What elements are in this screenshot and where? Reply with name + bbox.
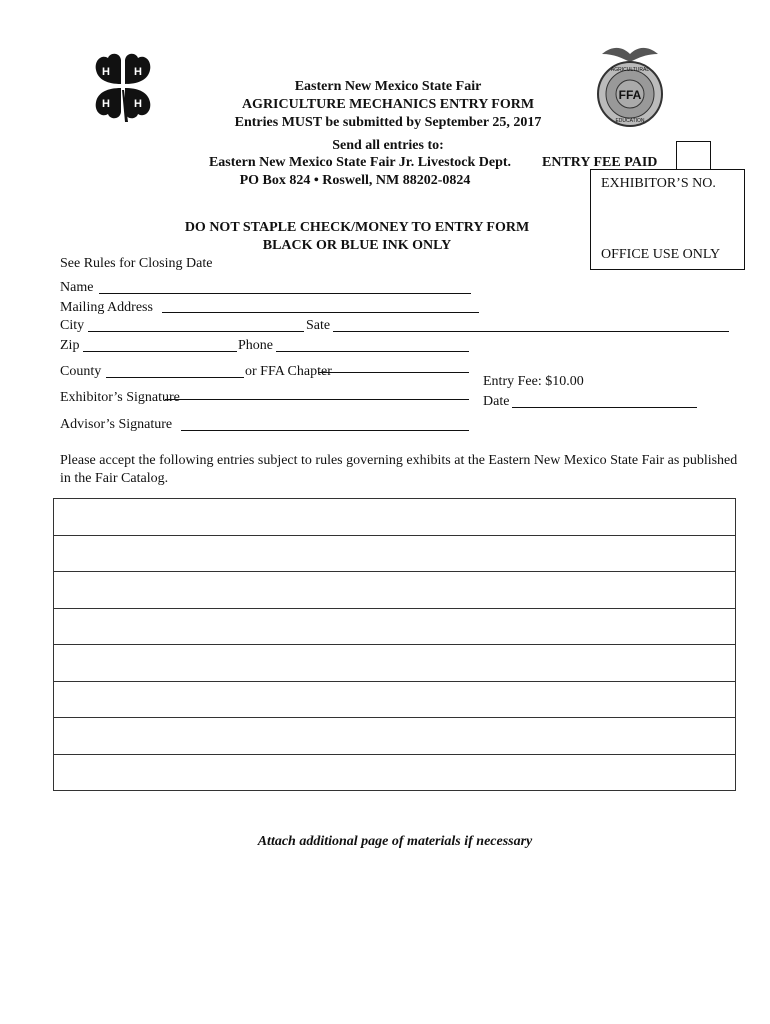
svg-text:H: H (134, 98, 142, 110)
advisor-signature-label: Advisor’s Signature (60, 417, 173, 432)
city-label: City (60, 318, 85, 333)
send-to-label: Send all entries to: (332, 138, 444, 153)
entry-fee-paid-checkbox[interactable] (676, 141, 711, 170)
svg-text:AGRICULTURAL: AGRICULTURAL (610, 67, 650, 73)
state-field[interactable] (333, 331, 729, 332)
state-label: Sate (306, 318, 331, 333)
fair-title: Eastern New Mexico State Fair (294, 79, 482, 94)
city-field[interactable] (88, 331, 304, 332)
svg-text:EDUCATION: EDUCATION (615, 118, 645, 124)
entry-row[interactable] (54, 682, 735, 719)
mailing-address-label: Mailing Address (60, 300, 153, 315)
exhibitor-signature-label: Exhibitor’s Signature (60, 390, 180, 405)
entry-row[interactable] (54, 755, 735, 792)
entry-row[interactable] (54, 572, 735, 609)
ffa-chapter-label: or FFA Chapter (245, 364, 332, 379)
exhibitor-signature-field[interactable] (165, 399, 469, 400)
advisor-signature-field[interactable] (181, 430, 469, 431)
deadline: Entries MUST be submitted by September 25, 2017 (234, 115, 542, 130)
phone-label: Phone (238, 338, 273, 353)
entry-row[interactable] (54, 499, 735, 536)
svg-text:H: H (102, 98, 110, 110)
entry-fee-paid-label: ENTRY FEE PAID (542, 155, 658, 170)
entry-row[interactable] (54, 536, 735, 573)
date-label: Date (483, 394, 510, 409)
dept-name: Eastern New Mexico State Fair Jr. Livestock Dept. (208, 155, 512, 170)
closing-date-note: See Rules for Closing Date (60, 256, 213, 271)
zip-label: Zip (60, 338, 80, 353)
phone-field[interactable] (276, 351, 469, 352)
4h-clover-logo (88, 50, 158, 122)
mailing-address-line: PO Box 824 • Roswell, NM 88202-0824 (239, 173, 471, 188)
entry-row[interactable] (54, 609, 735, 646)
office-use-only-label: OFFICE USE ONLY (601, 247, 721, 262)
county-field[interactable] (106, 377, 244, 378)
entry-row[interactable] (54, 718, 735, 755)
exhibitor-number-label: EXHIBITOR’S NO. (601, 176, 716, 191)
svg-text:FFA: FFA (618, 88, 642, 102)
form-title: AGRICULTURE MECHANICS ENTRY FORM (241, 97, 535, 112)
no-staple-note: DO NOT STAPLE CHECK/MONEY TO ENTRY FORM (184, 220, 530, 235)
entry-fee-label: Entry Fee: $10.00 (483, 374, 584, 389)
zip-field[interactable] (83, 351, 237, 352)
entry-row[interactable] (54, 645, 735, 682)
entries-table (53, 498, 736, 791)
ffa-chapter-field[interactable] (318, 372, 469, 373)
name-field[interactable] (99, 293, 471, 294)
name-label: Name (60, 280, 94, 295)
svg-text:H: H (134, 66, 142, 78)
office-use-box (590, 169, 745, 270)
mailing-address-field[interactable] (162, 312, 479, 313)
svg-text:H: H (102, 66, 110, 78)
acceptance-statement: Please accept the following entries subject to rules governing exhibits at the Eastern New Mexico State Fair as published in the Fair Catalog. (60, 453, 738, 486)
ink-note: BLACK OR BLUE INK ONLY (262, 238, 452, 253)
footer-note: Attach additional page of materials if necessary (257, 834, 533, 849)
ffa-emblem-logo (594, 40, 666, 132)
county-label: County (60, 364, 102, 379)
date-field[interactable] (512, 407, 697, 408)
